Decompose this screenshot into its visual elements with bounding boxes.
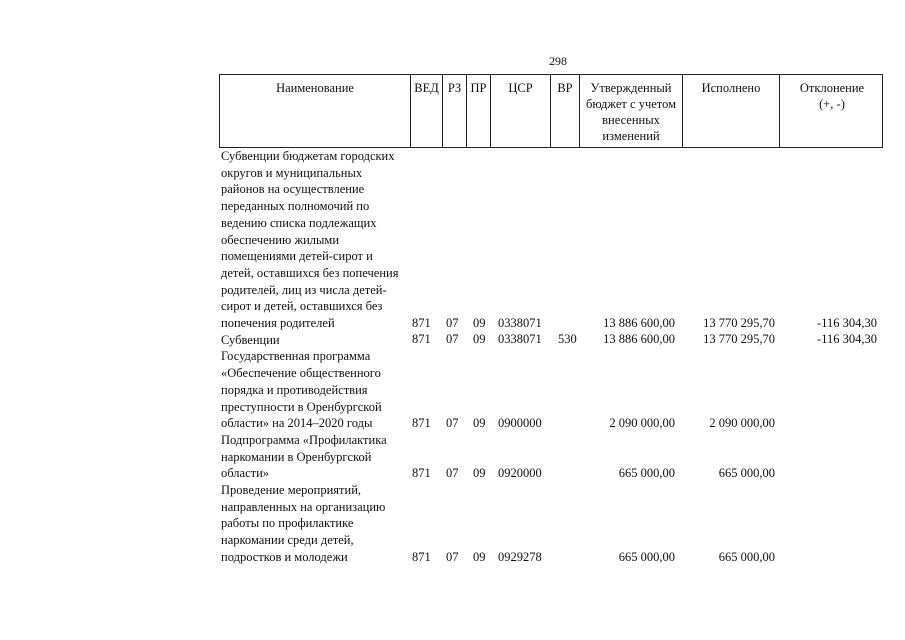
row-executed: 665 000,00 <box>718 466 775 481</box>
row-approved: 665 000,00 <box>618 466 675 481</box>
row-pr: 09 <box>473 466 486 481</box>
row-name <box>219 148 407 332</box>
row-name-line: «Обеспечение общественного <box>221 366 381 381</box>
row-name-line: наркомании в Оренбургской <box>221 449 372 464</box>
row-name-line: подростков и молодежи <box>221 549 348 564</box>
row-pr: 09 <box>473 315 486 330</box>
header-rz: РЗ <box>443 75 467 147</box>
row-name-line: Подпрограмма «Профилактика <box>221 432 387 447</box>
row-approved: 2 090 000,00 <box>609 415 675 430</box>
row-csr: 0929278 <box>498 549 542 564</box>
row-name-line: детей, оставшихся без попечения <box>221 265 399 280</box>
header-approved-line: внесенных <box>602 113 660 127</box>
header-approved-line: бюджет с учетом <box>585 97 676 111</box>
row-name-line: районов на осуществление <box>221 182 365 197</box>
row-approved: 665 000,00 <box>618 549 675 564</box>
row-pr: 09 <box>473 415 486 430</box>
header-executed: Исполнено <box>683 75 780 147</box>
table-header <box>219 74 883 148</box>
row-name-line: наркомании среди детей, <box>221 533 354 548</box>
row-csr: 0920000 <box>498 466 542 481</box>
row-pr: 09 <box>473 549 486 564</box>
row-rz: 07 <box>446 549 459 564</box>
row-executed: 13 770 295,70 <box>703 332 775 347</box>
row-name <box>219 332 407 349</box>
table-row <box>219 332 883 349</box>
row-csr: 0338071 <box>498 315 542 330</box>
table-row <box>219 148 883 332</box>
row-executed: 665 000,00 <box>718 549 775 564</box>
table-row <box>219 348 883 432</box>
row-name-line: родителей, лиц из числа детей- <box>221 282 387 297</box>
row-name-line: обеспечению жилыми <box>221 232 340 247</box>
row-vr: 530 <box>558 332 577 347</box>
row-name-line: округов и муниципальных <box>221 165 363 180</box>
row-executed: 13 770 295,70 <box>703 315 775 330</box>
header-deviation-line: (+, -) <box>819 97 845 111</box>
row-csr: 0900000 <box>498 415 542 430</box>
header-ved: ВЕД <box>411 75 443 147</box>
row-name-line: порядка и противодействия <box>221 382 368 397</box>
row-approved: 13 886 600,00 <box>603 315 675 330</box>
row-ved: 871 <box>412 466 431 481</box>
row-ved: 871 <box>412 332 431 347</box>
row-name-line: Проведение мероприятий, <box>221 483 362 498</box>
row-ved: 871 <box>412 315 431 330</box>
row-name-line: области» на 2014–2020 годы <box>221 416 373 431</box>
row-name-line: направленных на организацию <box>221 499 386 514</box>
row-name-line: помещениями детей-сирот и <box>221 249 373 264</box>
row-name <box>219 348 407 432</box>
header-name: Наименование <box>220 75 411 147</box>
header-deviation <box>780 75 884 147</box>
row-pr: 09 <box>473 332 486 347</box>
row-name <box>219 482 407 566</box>
page-number: 298 <box>549 54 567 68</box>
row-name-line: преступности в Оренбургской <box>221 399 382 414</box>
row-name-line: работы по профилактике <box>221 516 354 531</box>
row-name-line: переданных полномочий по <box>221 199 370 214</box>
row-rz: 07 <box>446 466 459 481</box>
header-approved-line: Утвержденный <box>590 81 672 95</box>
row-rz: 07 <box>446 332 459 347</box>
row-name-line: сирот и детей, оставшихся без <box>221 299 383 314</box>
header-approved <box>580 75 683 147</box>
header-pr: ПР <box>467 75 491 147</box>
row-approved: 13 886 600,00 <box>603 332 675 347</box>
row-rz: 07 <box>446 415 459 430</box>
row-name-line: Субвенции бюджетам городских <box>221 149 395 163</box>
row-name-line: области» <box>221 466 270 481</box>
header-deviation-line: Отклонение <box>799 81 865 95</box>
table-row <box>219 432 883 482</box>
row-name-line: ведению списка подлежащих <box>221 215 377 230</box>
row-name-line: Субвенции <box>221 332 280 347</box>
row-executed: 2 090 000,00 <box>709 415 775 430</box>
header-csr: ЦСР <box>491 75 551 147</box>
table-body <box>219 148 883 566</box>
row-deviation: -116 304,30 <box>817 332 877 347</box>
header-vr: ВР <box>551 75 580 147</box>
row-name-line: Государственная программа <box>221 349 371 364</box>
row-ved: 871 <box>412 549 431 564</box>
header-approved-line: изменений <box>602 129 660 143</box>
row-rz: 07 <box>446 315 459 330</box>
row-ved: 871 <box>412 415 431 430</box>
row-csr: 0338071 <box>498 332 542 347</box>
row-deviation: -116 304,30 <box>817 315 877 330</box>
row-name <box>219 432 407 482</box>
row-name-line: попечения родителей <box>221 316 335 331</box>
table-row <box>219 482 883 566</box>
